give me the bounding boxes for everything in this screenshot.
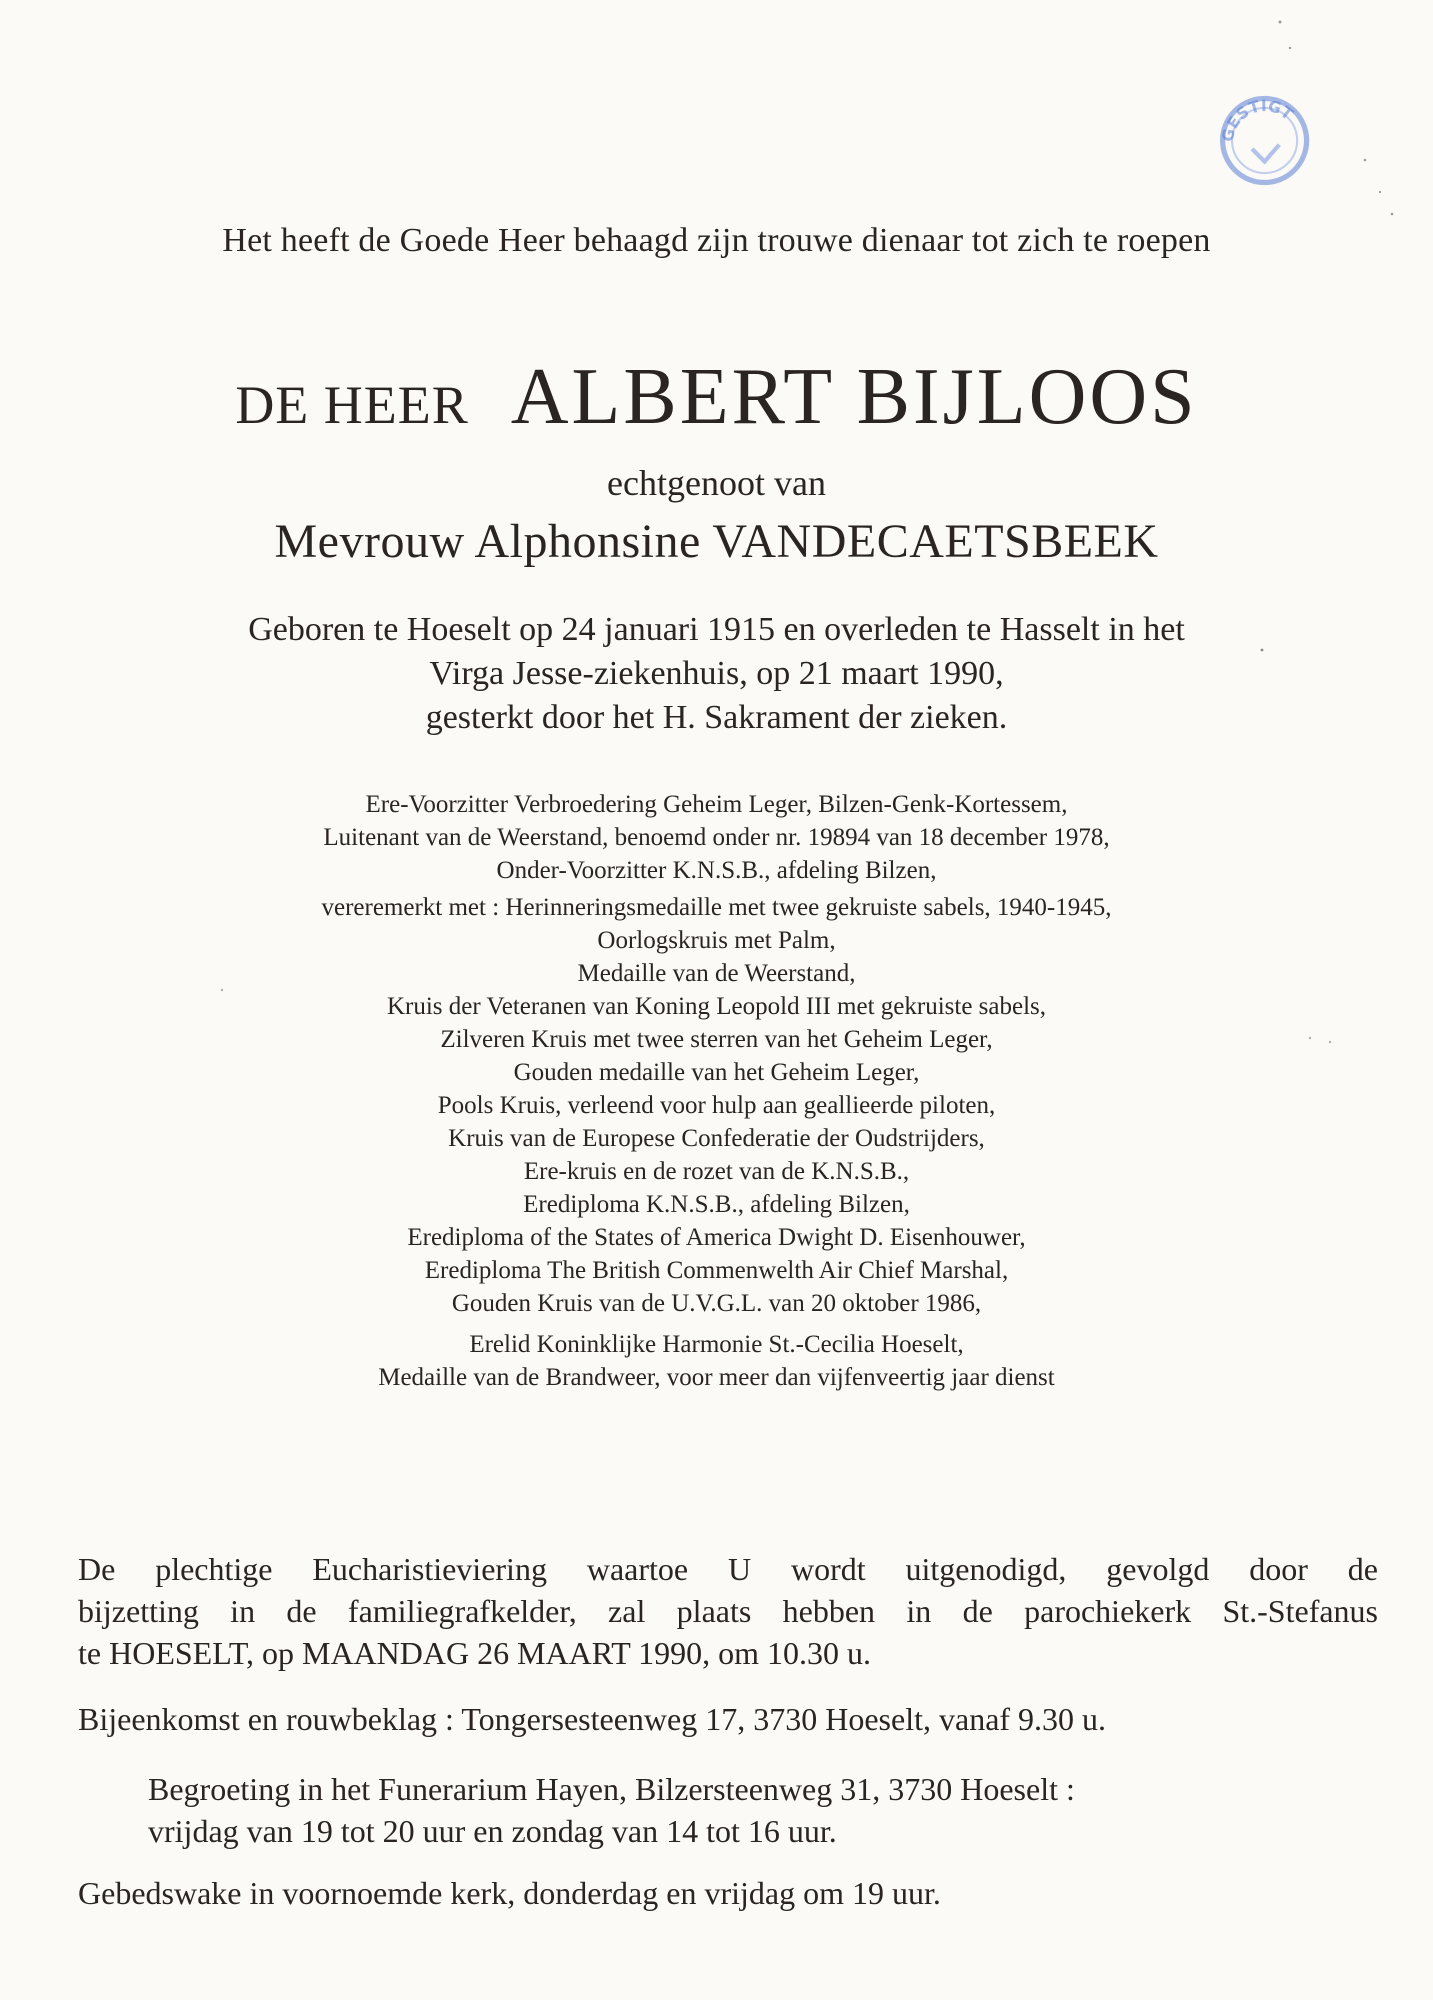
honor-item: Ere-Voorzitter Verbroedering Geheim Leger, Bilzen-Genk-Kortessem, — [365, 791, 1068, 818]
honor-item: Pools Kruis, verleend voor hulp aan geallieerde piloten, — [437, 1092, 996, 1119]
ceremony-line: De plechtige Eucharistieviering waartoe U wordt uitgenodigd, gevolgd door de — [78, 1551, 1378, 1587]
honor-item: Kruis van de Europese Confederatie der Oudstrijders, — [448, 1125, 985, 1152]
honor-item: Gouden medaille van het Geheim Leger, — [513, 1059, 920, 1086]
honor-item: Erediploma The British Commenwelth Air Chief Marshal, — [424, 1257, 1009, 1284]
birth-death-line: gesterkt door het H. Sakrament der zieken. — [425, 699, 1008, 736]
vigil-paragraph: Gebedswake in voornoemde kerk, donderdag en vrijdag om 19 uur. — [78, 1875, 941, 1911]
spouse-label: echtgenoot van — [607, 463, 826, 503]
ceremony-paragraph — [78, 1548, 1378, 1674]
ceremony-line: te HOESELT, op MAANDAG 26 MAART 1990, om 10.30 u. — [78, 1635, 872, 1671]
honor-item: Erelid Koninklijke Harmonie St.-Cecilia Hoeselt, — [469, 1331, 964, 1358]
greeting-line: Begroeting in het Funerarium Hayen, Bilzersteenweg 31, 3730 Hoeselt : — [148, 1771, 1075, 1807]
birth-death-line: Virga Jesse-ziekenhuis, op 21 maart 1990, — [429, 655, 1004, 692]
honor-item: Ere-kruis en de rozet van de K.N.S.B., — [523, 1158, 910, 1185]
honor-item: Zilveren Kruis met twee sterren van het Geheim Leger, — [440, 1026, 993, 1053]
honor-item: Medaille van de Weerstand, — [577, 960, 856, 987]
greeting-line: vrijdag van 19 tot 20 uur en zondag van 14 tot 16 uur. — [148, 1813, 837, 1849]
stamp-text: GESTIGT — [1217, 96, 1297, 144]
honor-item: Onder-Voorzitter K.N.S.B., afdeling Bilzen, — [496, 857, 937, 884]
honor-item: vereremerkt met : Herinneringsmedaille met twee gekruiste sabels, 1940-1945, — [321, 894, 1112, 921]
honor-item: Erediploma of the States of America Dwight D. Eisenhouwer, — [407, 1224, 1026, 1251]
birth-death-line: Geboren te Hoeselt op 24 januari 1915 en overleden te Hasselt in het — [248, 611, 1185, 648]
intro-sentence: Het heeft de Goede Heer behaagd zijn trouwe dienaar tot zich te roepen — [222, 222, 1211, 259]
honor-item: Medaille van de Brandweer, voor meer dan vijfenveertig jaar dienst — [378, 1364, 1055, 1391]
honor-item: Erediploma K.N.S.B., afdeling Bilzen, — [523, 1191, 910, 1218]
honor-item: Oorlogskruis met Palm, — [597, 927, 836, 954]
deceased-fullname: ALBERT BIJLOOS — [510, 353, 1198, 441]
honor-item: Gouden Kruis van de U.V.G.L. van 20 oktober 1986, — [451, 1290, 982, 1317]
ceremony-line: bijzetting in de familiegrafkelder, zal plaats hebben in de parochiekerk St.-Stefanus — [78, 1593, 1378, 1629]
meeting-paragraph: Bijeenkomst en rouwbeklag : Tongersesteenweg 17, 3730 Hoeselt, vanaf 9.30 u. — [78, 1701, 1107, 1737]
honor-item: Luitenant van de Weerstand, benoemd onder nr. 19894 van 18 december 1978, — [323, 824, 1110, 851]
greeting-paragraph — [148, 1768, 1428, 1852]
deceased-prefix: DE HEER — [235, 375, 469, 435]
honor-item: Kruis der Veteranen van Koning Leopold III met gekruiste sabels, — [386, 993, 1047, 1020]
spouse-name: Mevrouw Alphonsine VANDECAETSBEEK — [274, 515, 1159, 568]
honors-list — [0, 788, 1433, 1394]
deceased-name — [0, 352, 1433, 443]
